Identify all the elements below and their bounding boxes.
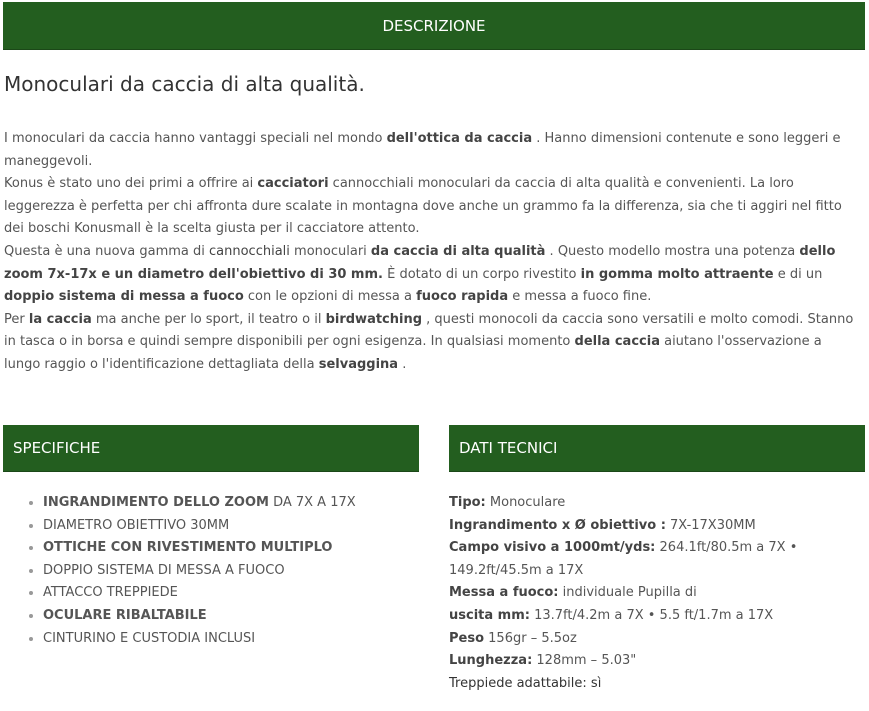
tech-label: Messa a fuoco:: [449, 585, 559, 601]
tech-row: [449, 605, 867, 628]
list-item: [43, 605, 356, 628]
text-span: cannocchiali monoculari da caccia di alta qualità e convenienti. La loro leggerezza è perfetta per chi affronta dure scalate in montagna dove anche un grammo fa la differenza, sia che ti aggiri nel fitto dei boschi Konusmall è la scelta giusta per il cacciatore attento.: [4, 176, 842, 237]
bold-span: dello zoom 7x-17x e un diametro dell'obiettivo di 30 mm.: [4, 243, 836, 282]
tech-row: [449, 650, 867, 673]
tech-value: Monoculare: [485, 495, 566, 510]
text-span: DA 7X A 17X: [268, 495, 356, 510]
bold-span: birdwatching: [325, 311, 423, 327]
tech-row: [449, 515, 867, 538]
tech-value: 13.7ft/4.2m a 7X • 5.5 ft/1.7m a 17X: [529, 607, 774, 623]
tech-label: Peso: [449, 630, 485, 646]
tech-row: [449, 582, 867, 605]
tech-row: [449, 628, 867, 651]
paragraph-1: [4, 128, 862, 173]
list-item: • CINTURINO E CUSTODIA INCLUSI: [43, 628, 356, 651]
tech-value: 7X-17X30MM: [665, 517, 756, 533]
text-span: con le opzioni di messa a: [243, 289, 417, 305]
tech-value: 128mm – 5.03": [532, 653, 637, 669]
tech-row: [449, 673, 867, 696]
tech-value: Treppiede adattabile: sì: [449, 675, 602, 691]
bold-span: in gomma molto attraente: [580, 266, 774, 282]
tech-value: individuale Pupilla di: [558, 585, 697, 601]
bold-span: doppio sistema di messa a fuoco: [4, 289, 244, 305]
paragraph-2: [4, 173, 862, 241]
list-item: [43, 537, 356, 560]
bold-span: da caccia di alta qualità: [370, 243, 546, 259]
tech-label: Campo visivo a 1000mt/yds:: [449, 540, 656, 556]
text-span: Per: [4, 311, 29, 327]
paragraph-3: [4, 241, 862, 309]
paragraph-4: [4, 309, 862, 377]
bold-span: INGRANDIMENTO DELLO ZOOM: [43, 495, 269, 510]
text-span: . Hanno dimensioni contenute e sono leggeri e maneggevoli.: [4, 131, 841, 169]
list-item: • DIAMETRO OBIETTIVO 30MM: [43, 515, 356, 538]
tech-label: uscita mm:: [449, 607, 530, 623]
text-span: È dotato di un corpo rivestito: [382, 266, 581, 282]
description-body: [4, 128, 862, 377]
text-span: Questa è una nuova gamma di: [4, 243, 210, 259]
text-span: , questi monocoli da caccia sono versatili e molto comodi. Stanno in tasca o in borsa e quindi sempre disponibili per ogni esigenza. In qualsiasi momento: [4, 311, 854, 350]
bold-span: fuoco rapida: [416, 289, 509, 305]
tech-list: [449, 492, 867, 695]
text-span: . Questo modello mostra una potenza: [545, 243, 800, 259]
tech-value: 264.1ft/80.5m a 7X • 149.2ft/45.5m a 17X: [449, 540, 798, 578]
bold-span: OCULARE RIBALTABILE: [43, 607, 207, 623]
description-header-label: DESCRIZIONE: [382, 16, 486, 35]
tech-row: [449, 492, 867, 515]
text-span: e di un: [773, 266, 823, 282]
bold-span: dell'ottica da caccia: [386, 131, 533, 146]
list-item: [43, 492, 356, 515]
tech-header-label: DATI TECNICI: [459, 439, 558, 457]
tech-row: [449, 537, 867, 582]
bold-span: della caccia: [574, 334, 660, 350]
text-span: Konus è stato uno dei primi a offrire ai: [4, 176, 258, 192]
bold-span: cacciatori: [257, 176, 329, 192]
description-header: [3, 2, 865, 50]
text-span: cannocchiali: [209, 243, 290, 259]
tech-value: 156gr – 5.5oz: [484, 630, 577, 646]
list-item: • DOPPIO SISTEMA DI MESSA A FUOCO: [43, 560, 356, 583]
text-span: monoculari: [289, 243, 371, 259]
text-span: .: [398, 356, 407, 372]
bold-span: selvaggina: [318, 356, 399, 372]
tech-label: Lunghezza:: [449, 653, 533, 669]
text-span: aiutano l'osservazione a lungo raggio o l'identificazione dettagliata della: [4, 334, 822, 372]
text-span: I monoculari da caccia hanno vantaggi speciali nel mondo: [4, 131, 387, 146]
specs-header: [3, 425, 419, 472]
tech-header: [449, 425, 865, 472]
specs-header-label: SPECIFICHE: [13, 439, 101, 457]
list-item: • ATTACCO TREPPIEDE: [43, 582, 356, 605]
bold-span: OTTICHE CON RIVESTIMENTO MULTIPLO: [43, 540, 333, 556]
text-span: ma anche per lo sport, il teatro o il: [91, 311, 326, 327]
tech-label: Tipo:: [449, 495, 486, 510]
bold-span: la caccia: [28, 311, 92, 327]
tech-label: Ingrandimento x Ø obiettivo :: [449, 517, 666, 533]
specs-list: [24, 492, 356, 650]
text-span: e messa a fuoco fine.: [508, 289, 652, 305]
page-title: Monoculari da caccia di alta qualità.: [4, 72, 365, 96]
